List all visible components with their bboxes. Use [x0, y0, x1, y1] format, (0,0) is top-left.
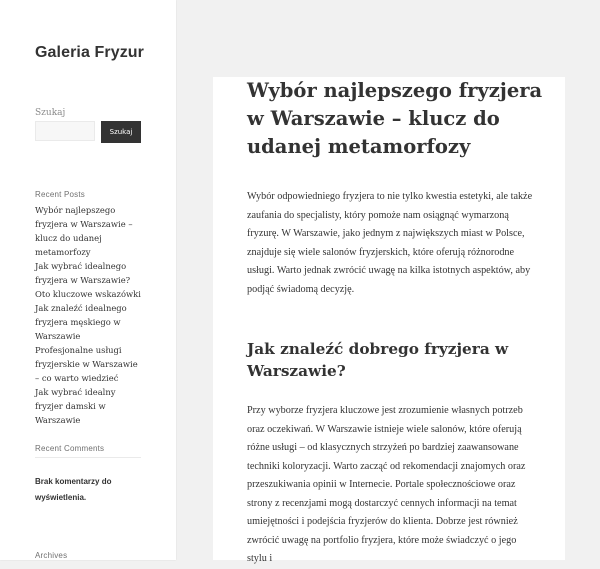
recent-comments-title: Recent Comments [35, 444, 105, 453]
recent-posts-list [35, 203, 143, 427]
site-title-link[interactable]: Galeria Fryzur [35, 44, 145, 61]
recent-post-link[interactable]: Jak wybrać idealny fryzjer damski w Warszawie [35, 387, 116, 425]
article-card [213, 77, 565, 564]
widget-divider [35, 457, 141, 458]
list-item [35, 385, 143, 427]
no-comments-text: Brak komentarzy do wyświetlenia. [35, 477, 112, 502]
list-item [35, 301, 143, 343]
article-title: Wybór najlepszego fryzjera w Warszawie – klucz do udanej metamorfozy [247, 79, 543, 158]
search-widget-title: Szukaj [35, 108, 66, 118]
search-input[interactable] [35, 121, 95, 141]
list-item [35, 343, 143, 385]
sidebar [0, 0, 176, 560]
list-item [35, 259, 143, 301]
recent-posts-title: Recent Posts [35, 190, 85, 199]
recent-post-link[interactable]: Jak znaleźć idealnego fryzjera męskiego w Warszawie [35, 303, 127, 341]
article-intro: Wybór odpowiedniego fryzjera to nie tylko kwestia estetyki, ale także zaufania do specjalisty, który pomoże nam osiągnąć wymarzoną fryzurę. W Warszawie, jako jednym z największych miast w Polsce, znajduje się wiele salonów fryzjerskich, które oferują różnorodne usługi. Warto jednak zwrócić uwagę na kilka istotnych aspektów, aby podjąć świadomą decyzję. [247, 191, 533, 295]
list-item [35, 203, 143, 259]
recent-post-link[interactable]: Profesjonalne usługi fryzjerskie w Warszawie – co warto wiedzieć [35, 345, 138, 383]
archives-title: Archives [35, 551, 68, 560]
search-button[interactable]: Szukaj [101, 121, 141, 143]
section-heading: Jak znaleźć dobrego fryzjera w Warszawie? [247, 340, 509, 380]
section-body: Przy wyborze fryzjera kluczowe jest zrozumienie własnych potrzeb oraz oczekiwań. W Warszawie istnieje wiele salonów, które oferują różne usługi – od klasycznych strzyżeń po bardziej zaawansowane techniki koloryzacji. Warto zacząć od rekomendacji znajomych oraz przeszukiwania opinii w Internecie. Portale społecznościowe oraz strony z recenzjami mogą dostarczyć cennych informacji na temat umiejętności i podejścia fryzjerów do klienta. Dobrze jest również zwrócić uwagę na portfolio fryzjera, które może świadczyć o jego stylu i [247, 405, 526, 564]
recent-post-link[interactable]: Wybór najlepszego fryzjera w Warszawie – klucz do udanej metamorfozy [35, 205, 133, 257]
recent-post-link[interactable]: Jak wybrać idealnego fryzjera w Warszawie? Oto kluczowe wskazówki [35, 261, 141, 299]
